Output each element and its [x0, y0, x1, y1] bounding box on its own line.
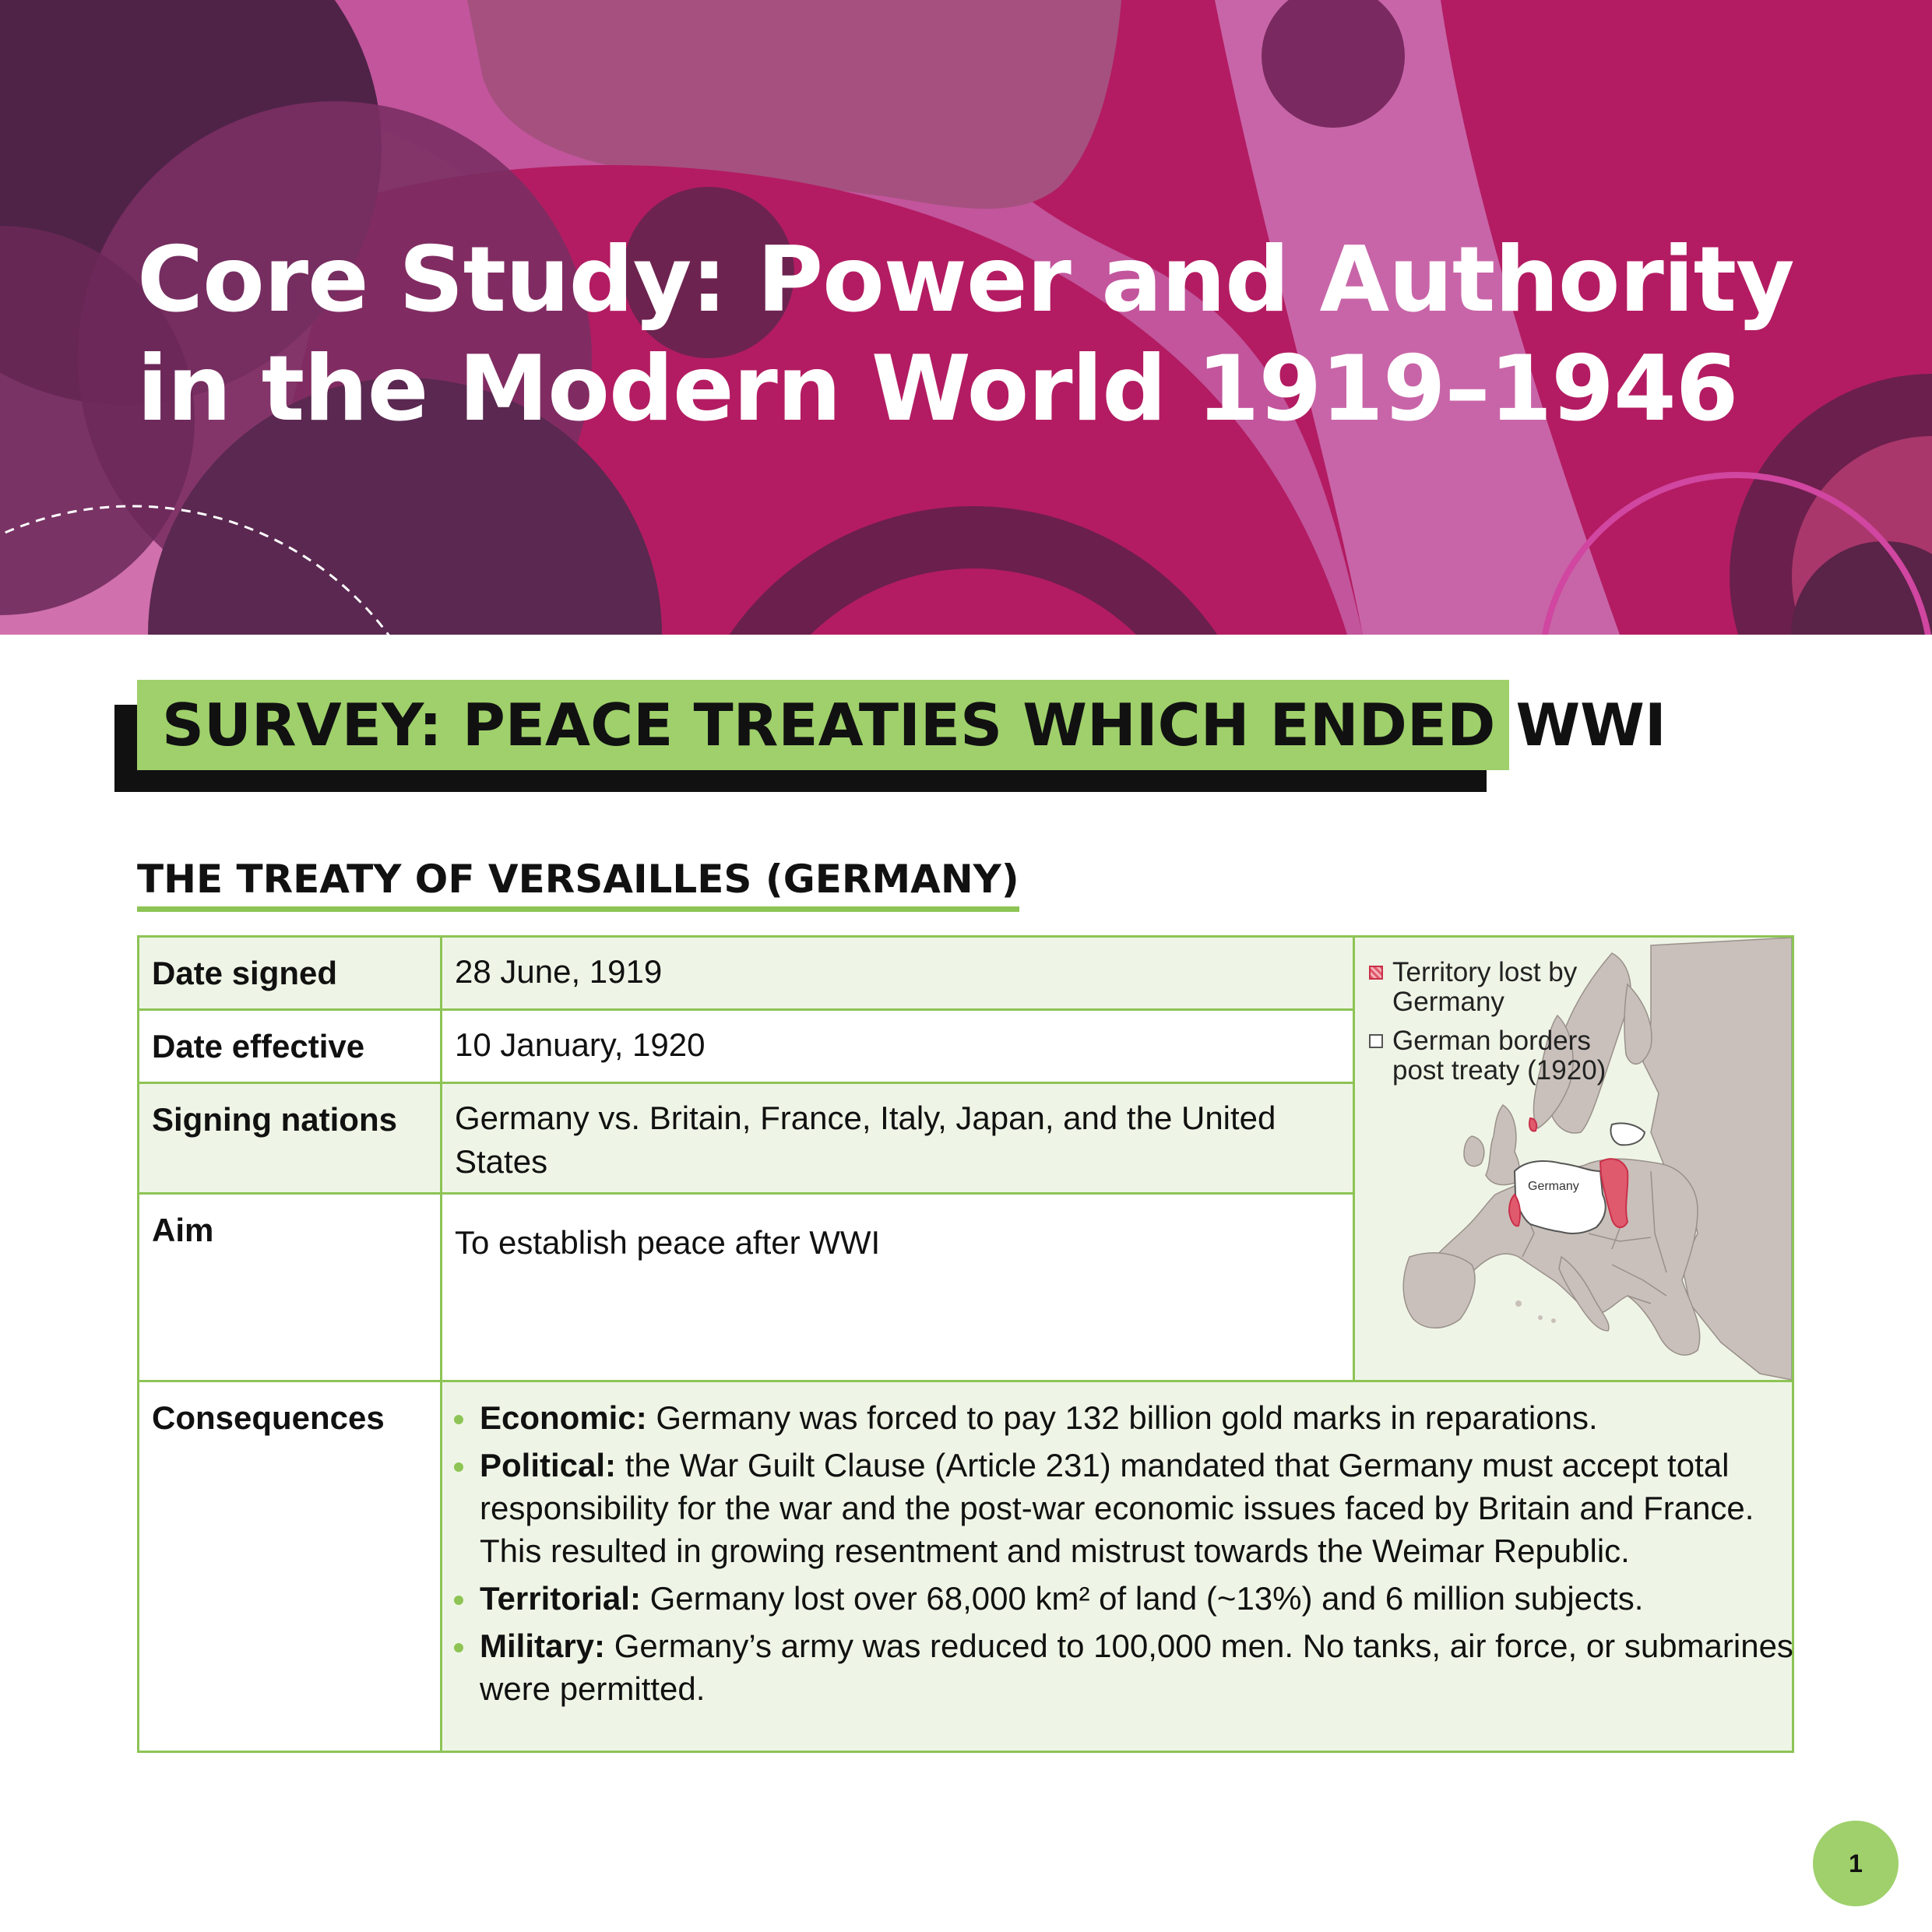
row-label-consequences: Consequences: [137, 1380, 442, 1753]
section-banner: SURVEY: PEACE TREATIES WHICH ENDED WWI: [137, 680, 1509, 770]
hero-banner: [0, 0, 1932, 635]
row-value-aim: To establish peace after WWI: [440, 1192, 1355, 1382]
consequences-list: [442, 1382, 1816, 1715]
row-label-signing-nations: Signing nations: [137, 1082, 442, 1195]
list-item: Economic: Germany was forced to pay 132 billion gold marks in reparations.: [480, 1396, 1804, 1439]
treaty-table: [137, 935, 1794, 1753]
map-label-germany: Germany: [1528, 1180, 1579, 1193]
section-subheading: THE TREATY OF VERSAILLES (GERMANY): [137, 852, 1019, 912]
row-value-signing-nations: Germany vs. Britain, France, Italy, Japan, and the United States: [440, 1082, 1355, 1195]
legend-swatch-borders: [1369, 1034, 1383, 1048]
row-value-date-signed: 28 June, 1919: [440, 935, 1355, 1011]
row-value-consequences: [440, 1380, 1794, 1753]
page-title: Core Study: Power and Authority in the Modern World 1919–1946: [137, 227, 1794, 442]
legend-swatch-lost: [1369, 966, 1383, 980]
row-value-date-effective: 10 January, 1920: [440, 1008, 1355, 1084]
page-number: 1: [1813, 1821, 1899, 1906]
row-label-date-effective: Date effective: [137, 1008, 442, 1084]
map-panel: [1353, 935, 1794, 1382]
list-item: Military: Germany’s army was reduced to 100,000 men. No tanks, air force, or submarines were permitted.: [480, 1624, 1804, 1710]
legend-label-borders: German borders post treaty (1920): [1392, 1026, 1606, 1086]
list-item: Territorial: Germany lost over 68,000 km² of land (~13%) and 6 million subjects.: [480, 1577, 1804, 1620]
list-item: Political: the War Guilt Clause (Article 231) mandated that Germany must accept total responsibility for the war and the post-war economic issues faced by Britain and France. This resulted in growing resentment and mistrust towards the Weimar Republic.: [480, 1444, 1804, 1572]
legend-item-german-borders: [1369, 1026, 1642, 1086]
row-label-date-signed: Date signed: [137, 935, 442, 1011]
map-legend: [1369, 958, 1642, 1095]
legend-label-lost: Territory lost by Germany: [1392, 957, 1578, 1017]
row-label-aim: Aim: [137, 1192, 442, 1382]
legend-item-territory-lost: [1369, 958, 1642, 1017]
